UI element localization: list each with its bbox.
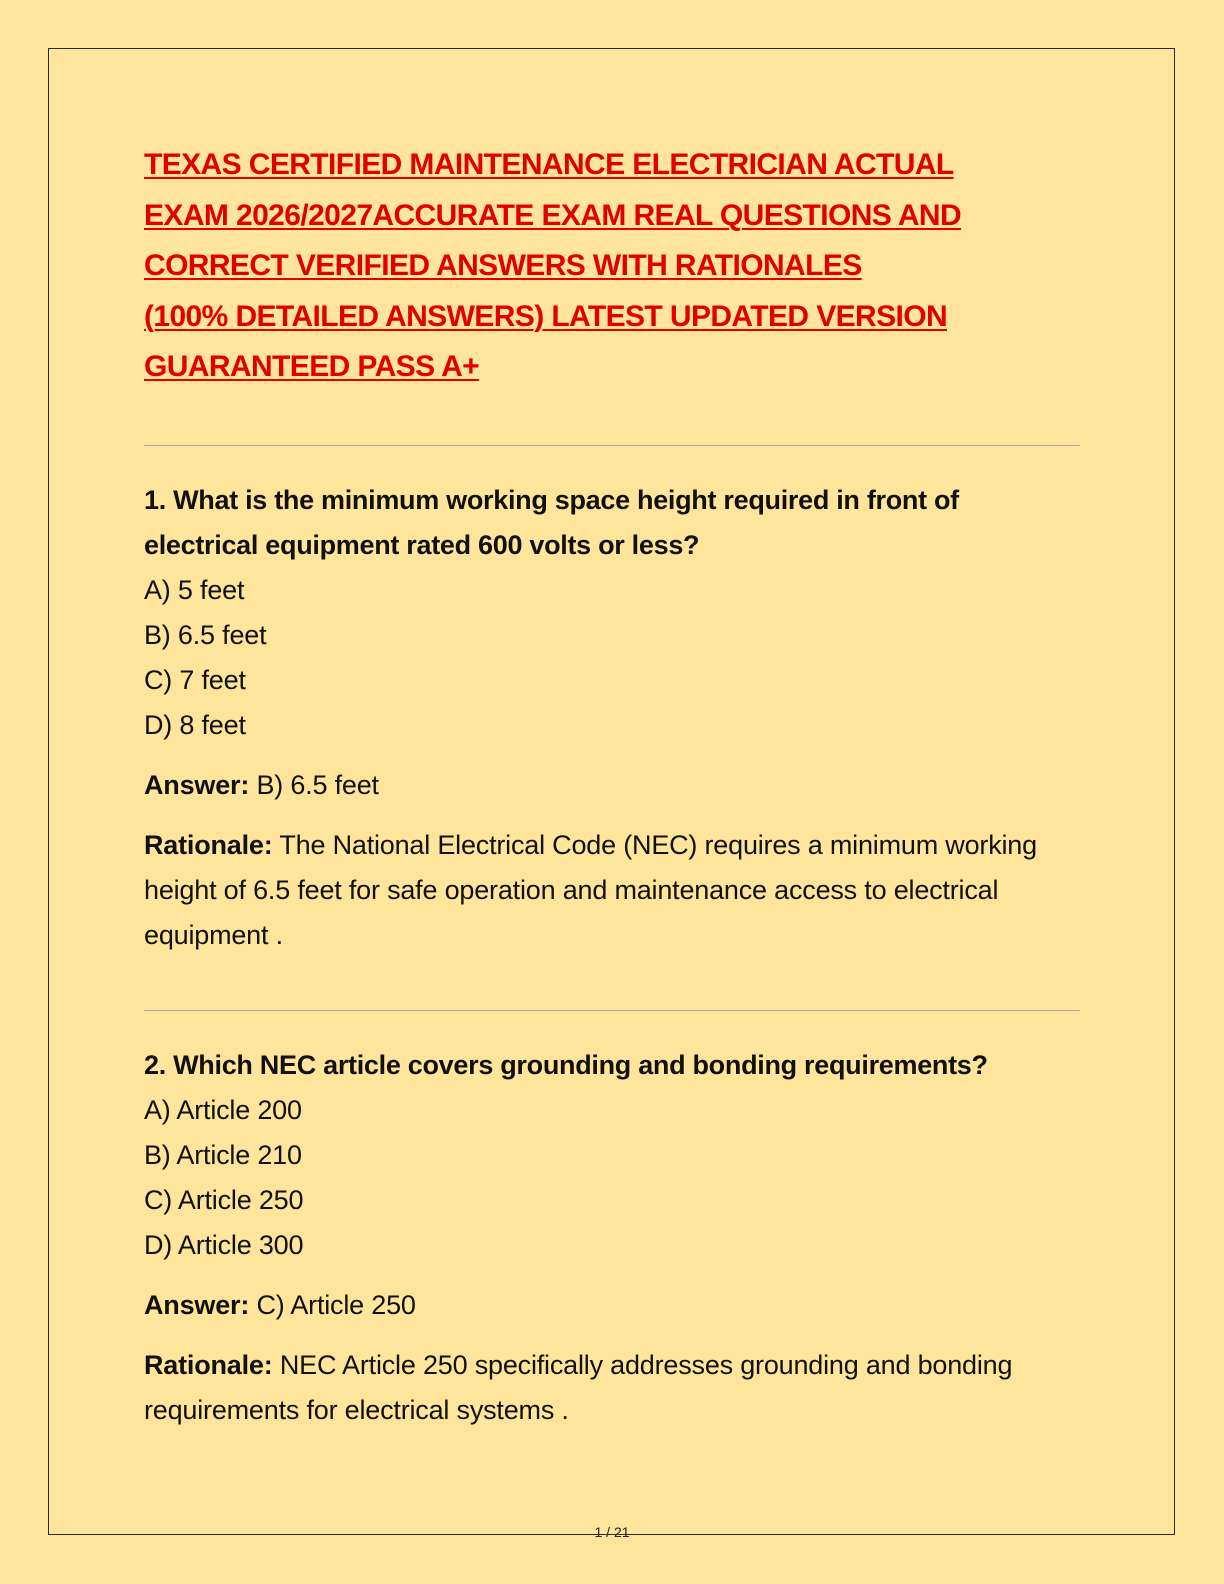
section-divider (144, 1010, 1080, 1011)
question-line: electrical equipment rated 600 volts or less? (144, 529, 700, 560)
rationale (144, 823, 1084, 958)
rationale-text: The National Electrical Code (NEC) requires a minimum working height of 6.5 feet for safe operation and maintenance access to electrical equipment . (144, 829, 1037, 950)
question-1 (144, 478, 1084, 958)
answer-option: D) 8 feet (144, 709, 246, 740)
answer-option: C) Article 250 (144, 1184, 304, 1215)
question-2 (144, 1043, 1084, 1433)
title-line: GUARANTEED PASS A+ (144, 350, 480, 383)
question-text (144, 1043, 1084, 1088)
answer-option: B) 6.5 feet (144, 619, 267, 650)
answer-value: C) Article 250 (256, 1289, 416, 1320)
correct-answer (144, 763, 1084, 808)
answer-option: A) 5 feet (144, 574, 245, 605)
correct-answer (144, 1283, 1084, 1328)
answer-label: Answer: (144, 1289, 250, 1320)
document-content (144, 140, 1084, 1433)
title-line: TEXAS CERTIFIED MAINTENANCE ELECTRICIAN ACTUAL (144, 148, 954, 181)
section-divider (144, 445, 1080, 446)
document-title (144, 140, 1084, 393)
rationale-label: Rationale: (144, 1349, 273, 1380)
answer-option: B) Article 210 (144, 1139, 302, 1170)
rationale (144, 1343, 1084, 1433)
question-text (144, 478, 1084, 568)
answer-option: C) 7 feet (144, 664, 246, 695)
question-line: 1. What is the minimum working space height required in front of (144, 484, 959, 515)
answer-label: Answer: (144, 769, 250, 800)
question-line: 2. Which NEC article covers grounding and bonding requirements? (144, 1049, 988, 1080)
rationale-text: NEC Article 250 specifically addresses grounding and bonding requirements for electrical systems . (144, 1349, 1013, 1425)
page-indicator: 1 / 21 (594, 1524, 630, 1540)
rationale-label: Rationale: (144, 829, 273, 860)
title-line: EXAM 2026/2027ACCURATE EXAM REAL QUESTIONS AND (144, 198, 962, 232)
answer-option: D) Article 300 (144, 1229, 304, 1260)
answer-option: A) Article 200 (144, 1094, 302, 1125)
title-line: (100% DETAILED ANSWERS) LATEST UPDATED VERSION (144, 299, 948, 333)
title-line: CORRECT VERIFIED ANSWERS WITH RATIONALES (144, 249, 862, 282)
answer-value: B) 6.5 feet (256, 769, 379, 800)
